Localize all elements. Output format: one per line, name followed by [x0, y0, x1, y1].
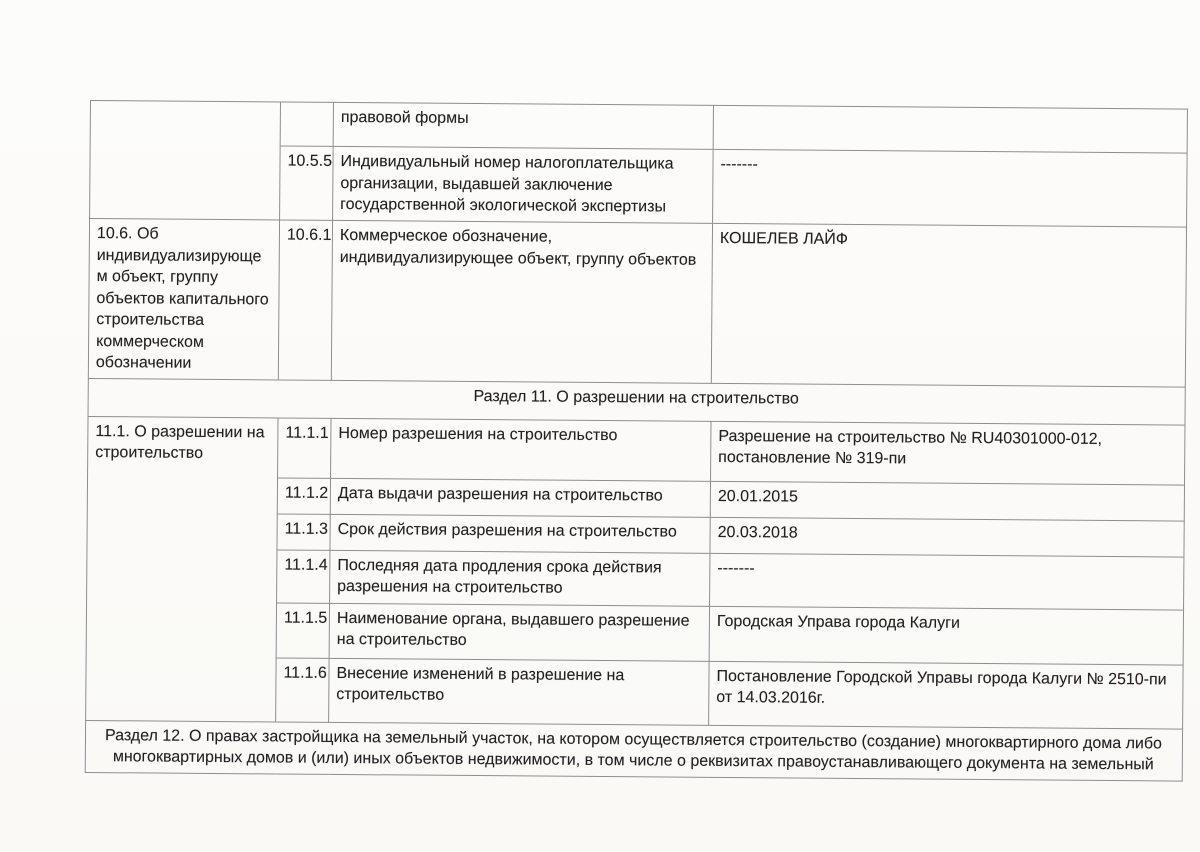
section-11-header: Раздел 11. О разрешении на строительство — [88, 378, 1185, 425]
item-number-cell-11-1-6: 11.1.6 — [276, 657, 330, 721]
parameter-cell-11-1-2: Дата выдачи разрешения на строительство — [330, 478, 710, 517]
value-cell-empty — [713, 105, 1187, 153]
item-number-cell-empty — [280, 102, 333, 146]
value-cell-11-1-3: 20.03.2018 — [710, 517, 1184, 557]
item-number-cell-10-5-5: 10.5.5 — [280, 146, 334, 220]
section-cell-11-1: 11.1. О разрешении на строительство — [86, 416, 278, 721]
value-cell-11-1-2: 20.01.2015 — [710, 481, 1184, 521]
parameter-cell-11-1-4: Последняя дата продления срока действия разрешения на строительство — [330, 550, 710, 606]
parameter-cell-11-1-6: Внесение изменений в разрешение на строительство — [329, 658, 709, 725]
value-cell-11-1-1: Разрешение на строительство № RU40301000-012, постановление № 319-пи — [711, 421, 1185, 485]
item-number-cell-11-1-4: 11.1.4 — [277, 549, 330, 602]
item-number-cell-11-1-1: 11.1.1 — [278, 417, 331, 477]
table-row — [88, 219, 1186, 387]
parameter-cell-11-1-3: Срок действия разрешения на строительство — [330, 514, 710, 553]
item-number-cell-11-1-3: 11.1.3 — [277, 513, 330, 549]
parameter-cell-11-1-5: Наименование органа, выдавшего разрешение на строительство — [329, 603, 709, 661]
value-cell-10-6-1: КОШЕЛЕВ ЛАЙФ — [711, 223, 1186, 386]
value-cell-11-1-4: ------- — [710, 553, 1184, 610]
section-12-header: Раздел 12. О правах застройщика на земельный участок, на котором осуществляется строительство (создание) многоквартирного дома либо многоквартирных домов и (или) иных объектов недвижимости, в том числе о реквизитах правоустанавливающего документа на земельный — [85, 720, 1182, 781]
value-cell-11-1-5: Городская Управа города Калуги — [709, 606, 1183, 665]
value-cell-11-1-6: Постановление Городской Управы города Калуги № 2510-пи от 14.03.2016г. — [709, 661, 1183, 729]
table-row — [90, 101, 1187, 154]
section-cell-10-5-continued — [90, 101, 281, 220]
section-cell-10-6: 10.6. Об индивидуализирующе м объект, группу объектов капитального строительства коммерческом обозначении — [88, 219, 279, 380]
value-cell-10-5-5: ------- — [713, 149, 1188, 227]
parameter-cell-10-6-1: Коммерческое обозначение, индивидуализирующее объект, группу объектов — [331, 220, 712, 382]
parameter-cell-10-5-5: Индивидуальный номер налогоплательщика организации, выдавшей заключение государственной экологической экспертизы — [333, 146, 714, 223]
item-number-cell-11-1-2: 11.1.2 — [277, 477, 330, 513]
table-row — [88, 416, 1185, 485]
parameter-cell-11-1-1: Номер разрешения на строительство — [331, 418, 711, 481]
item-number-cell-10-6-1: 10.6.1 — [278, 220, 332, 380]
table-row — [85, 720, 1182, 781]
declaration-table — [85, 100, 1188, 781]
item-number-cell-11-1-5: 11.1.5 — [276, 602, 329, 657]
parameter-cell-pravovoy-formy: правовой формы — [333, 102, 713, 149]
